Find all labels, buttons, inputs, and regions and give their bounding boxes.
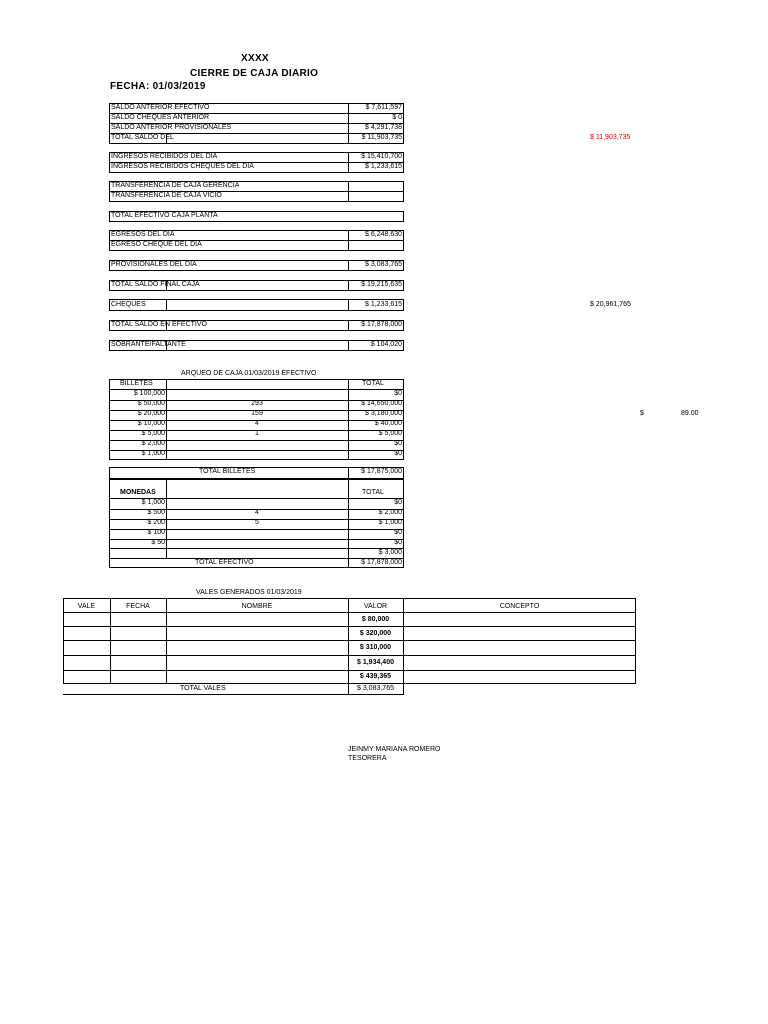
label-ingresos-cheques: INGRESOS RECIBIDOS CHEQUES DEL DIA (111, 163, 254, 170)
value-total-efectivo: $ 17,878,000 (361, 559, 402, 566)
billete-qty: 4 (255, 420, 259, 427)
vales-col-fecha: FECHA (126, 603, 150, 610)
vales-col-vale: VALE (77, 603, 96, 610)
col-monedas: MONEDAS (120, 489, 156, 496)
moneda-total: $0 (394, 529, 402, 536)
billete-total: $0 (394, 450, 402, 457)
billete-total: $0 (394, 390, 402, 397)
moneda-total: $0 (394, 539, 402, 546)
label-saldo-cheques-anterior: SALDO CHEQUES ANTERIOR (111, 114, 210, 121)
label-cheques: CHEQUES (111, 301, 146, 308)
billete-denom: $ 50,000 (137, 400, 165, 407)
label-egreso-cheque: EGRESO CHEQUE DEL DIA (111, 241, 202, 248)
side-cheques-total: $ 20,961,765 (590, 301, 631, 308)
moneda-qty: 4 (255, 509, 259, 516)
vales-col-valor: VALOR (363, 603, 388, 610)
billete-denom: $ 2,000 (141, 440, 165, 447)
signature-name: JEINMY MARIANA ROMERO (348, 746, 441, 753)
moneda-denom: $ 200 (147, 519, 165, 526)
value-provisionales: $ 3,083,765 (365, 261, 402, 268)
vale-value: $ 310,000 (359, 644, 392, 651)
billete-denom: $ 5,000 (141, 430, 165, 437)
moneda-denom: $ 100 (147, 529, 165, 536)
company-name: XXXX (241, 53, 269, 64)
moneda-denom: $ 1,000 (141, 499, 165, 506)
label-sobrante: SOBRANTE/FALTANTE (111, 341, 186, 348)
page-title: CIERRE DE CAJA DIARIO (190, 68, 319, 79)
moneda-qty: 5 (255, 519, 259, 526)
billete-denom: $ 1,000 (141, 450, 165, 457)
value-total-vales: $ 3,083,765 (357, 685, 394, 692)
signature-role: TESORERA (348, 755, 387, 762)
side-value: 89.00 (681, 410, 699, 417)
label-total-billetes: TOTAL BILLETES (199, 468, 256, 475)
arqueo-title: ARQUEO DE CAJA 01/03/2019 EFECTIVO (181, 370, 317, 377)
col-billetes: BILLETES (120, 380, 153, 387)
billete-qty: 293 (251, 400, 263, 407)
label-total-saldo-efectivo: TOTAL SALDO EN EFECTIVO (111, 321, 207, 328)
billete-qty: 159 (251, 410, 263, 417)
value-total-saldo-final: $ 19,215,635 (361, 281, 402, 288)
value-egresos-dia: $ 6,248,630 (365, 231, 402, 238)
col-total-monedas: TOTAL (362, 489, 384, 496)
value-ingresos-cheques: $ 1,233,615 (365, 163, 402, 170)
vale-value: $ 80,000 (361, 616, 390, 623)
value-ingresos-recibidos: $ 15,410,700 (361, 153, 402, 160)
billete-denom: $ 10,000 (137, 420, 165, 427)
col-total: TOTAL (362, 380, 384, 387)
label-saldo-anterior-efectivo: SALDO ANTERIOR EFECTIVO (111, 104, 210, 111)
value-total-saldo-del: $ 11,903,735 (361, 134, 402, 141)
moneda-denom: $ 500 (147, 509, 165, 516)
vale-value: $ 439,365 (359, 673, 392, 680)
moneda-denom: $ 50 (151, 539, 165, 546)
value-total-saldo-efectivo: $ 17,878,000 (361, 321, 402, 328)
billete-denom: $ 100,000 (133, 390, 165, 397)
vales-title: VALES GENERADOS 01/03/2019 (196, 589, 302, 596)
vale-value: $ 1,934,400 (357, 659, 394, 666)
billete-total: $ 40,000 (374, 420, 402, 427)
moneda-total: $ 1,000 (378, 519, 402, 526)
value-saldo-cheques-anterior: $ 0 (392, 114, 402, 121)
vale-value: $ 320,000 (359, 630, 392, 637)
value-total-billetes: $ 17,875,000 (361, 468, 402, 475)
label-ingresos-recibidos: INGRESOS RECIBIDOS DEL DIA (111, 153, 218, 160)
vales-col-nombre: NOMBRE (241, 603, 273, 610)
value-saldo-anterior-efectivo: $ 7,611,597 (365, 104, 402, 111)
billete-total: $ 3,180,000 (365, 410, 402, 417)
label-total-saldo-del: TOTAL SALDO DEL (111, 134, 174, 141)
side-total-saldo: $ 11,903,735 (590, 134, 631, 141)
side-dollar: $ (640, 410, 644, 417)
monedas-total: $ 3,000 (378, 549, 402, 556)
label-saldo-anterior-provisionales: SALDO ANTERIOR PROVISIONALES (111, 124, 232, 131)
label-provisionales: PROVISIONALES DEL DIA (111, 261, 197, 268)
label-transf-vicio: TRANSFERENCIA DE CAJA VICIO (111, 192, 222, 199)
billete-total: $ 14,650,000 (361, 400, 402, 407)
vales-col-concepto: CONCEPTO (499, 603, 540, 610)
label-egresos-dia: EGRESOS DEL DIA (111, 231, 175, 238)
billete-total: $ 5,000 (378, 430, 402, 437)
value-saldo-anterior-provisionales: $ 4,291,738 (365, 124, 402, 131)
billete-denom: $ 20,000 (137, 410, 165, 417)
billete-qty: 1 (255, 430, 259, 437)
label-total-vales: TOTAL VALES (180, 685, 226, 692)
value-sobrante: $ 104,020 (370, 341, 402, 348)
moneda-total: $0 (394, 499, 402, 506)
moneda-total: $ 2,000 (378, 509, 402, 516)
report-date: FECHA: 01/03/2019 (110, 81, 206, 92)
label-transf-gerencia: TRANSFERENCIA DE CAJA GERENCIA (111, 182, 240, 189)
billete-total: $0 (394, 440, 402, 447)
label-total-efectivo-planta: TOTAL EFECTIVO CAJA PLANTA (111, 212, 218, 219)
label-total-efectivo: TOTAL EFECTIVO (195, 559, 254, 566)
label-total-saldo-final: TOTAL SALDO FINAL CAJA (111, 281, 200, 288)
value-cheques: $ 1,233,615 (365, 301, 402, 308)
